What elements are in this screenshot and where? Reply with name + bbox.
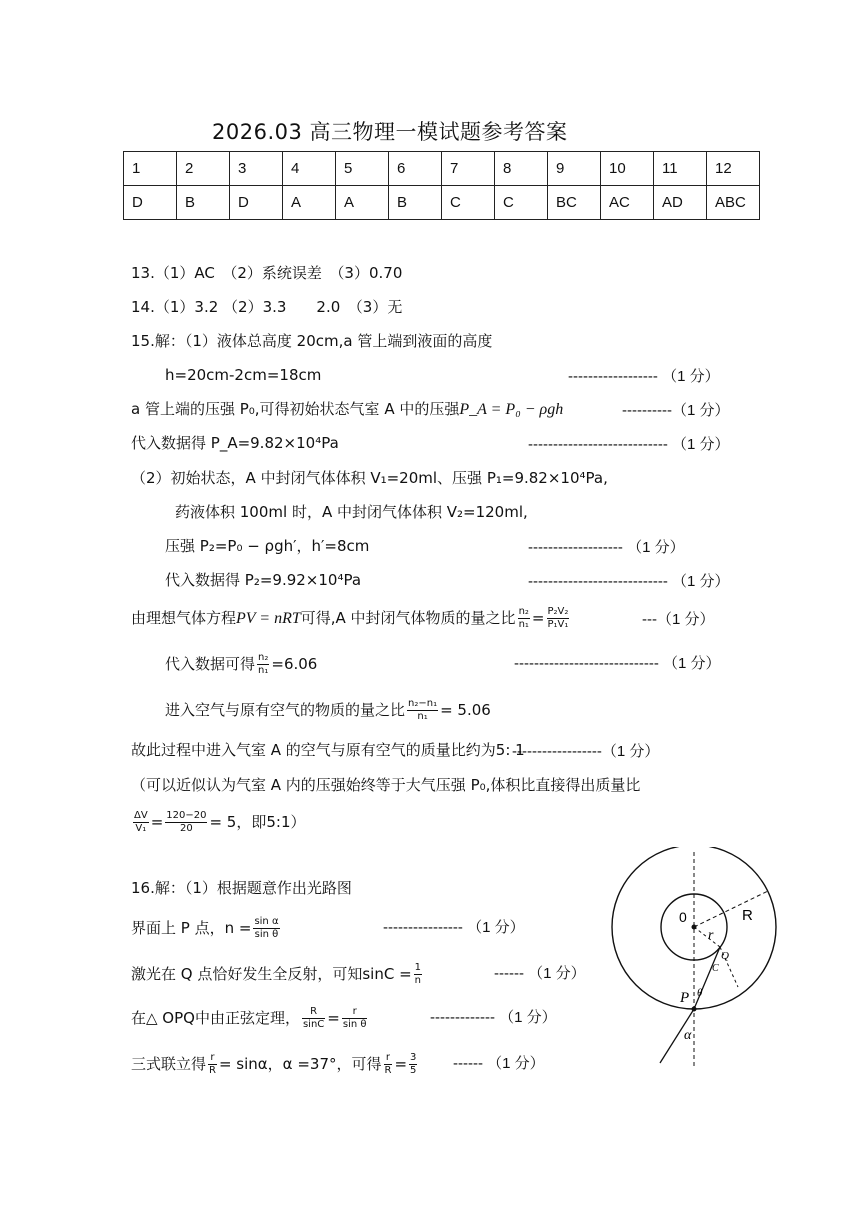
answer-number-cell: 11 bbox=[654, 152, 707, 186]
radius-r bbox=[694, 927, 720, 947]
center-point bbox=[692, 925, 697, 930]
frac-n2-n1-b: $\frac{\text{n₂}}{\text{n₁}}$ bbox=[258, 652, 269, 676]
answer-number-cell: 2 bbox=[177, 152, 230, 186]
q15-conclusion: 故此过程中进入气室 A 的空气与原有空气的质量比约为5: 1 bbox=[131, 741, 525, 759]
q15-score-7: ----------------------------- （1 分） bbox=[514, 655, 721, 672]
frac-3-5: $\frac{3}{5}$ bbox=[410, 1052, 417, 1076]
frac-added-air: $\frac{\text{n₂−n₁}}{\text{n₁}}$ bbox=[408, 698, 438, 722]
q15-ratio-value: 代入数据可得 $\frac{\text{n₂}}{\text{n₁}}$ =6.06 bbox=[165, 652, 318, 676]
q14-answer: 14.（1）3.2 （2）3.3 2.0 （3）无 bbox=[131, 298, 403, 316]
q16-score-2: ------ （1 分） bbox=[494, 965, 586, 982]
answer-number-cell: 8 bbox=[495, 152, 548, 186]
frac-1-n: $\frac{1}{n}$ bbox=[414, 962, 422, 986]
answer-number-cell: 5 bbox=[336, 152, 389, 186]
answer-choice-cell: B bbox=[177, 186, 230, 220]
answer-choice-cell: B bbox=[389, 186, 442, 220]
answer-table-number-row bbox=[124, 152, 760, 186]
label-alpha: α bbox=[684, 1028, 692, 1043]
q15-note-formula: $\frac{\Delta V}{\text{V₁}}$ = $\frac{120-20}{20}$ = 5，即5:1） bbox=[134, 810, 306, 834]
q15-score-8: ------------------（1 分） bbox=[512, 743, 660, 760]
q13-answer: 13.（1）AC （2）系统误差 （3）0.70 bbox=[131, 264, 403, 282]
answer-number-cell: 9 bbox=[548, 152, 601, 186]
q15-added-air-ratio: 进入空气与原有空气的物质的量之比 $\frac{\text{n₂−n₁}}{\text{n₁}}$ = 5.06 bbox=[165, 698, 491, 722]
answer-number-cell: 7 bbox=[442, 152, 495, 186]
q15-gas-equation-line: 由理想气体方程PV = nRT可得,A 中封闭气体物质的量之比 $\frac{\text{n₂}}{\text{n₁}}$ = $\frac{\text{P₂V₂}}{\text{P₁V₁}}$ bbox=[131, 606, 569, 630]
q15-score-2: ----------（1 分） bbox=[622, 402, 730, 419]
answer-choice-cell: BC bbox=[548, 186, 601, 220]
q16-score-3: ------------- （1 分） bbox=[430, 1009, 557, 1026]
q15-p2-value: 代入数据得 P₂=9.92×10⁴Pa bbox=[165, 571, 362, 589]
q15-score-4: ------------------- （1 分） bbox=[528, 539, 685, 556]
answer-number-cell: 1 bbox=[124, 152, 177, 186]
frac-r-R-b: $\frac{r}{R}$ bbox=[384, 1052, 392, 1076]
label-theta: θ bbox=[697, 987, 703, 999]
answer-choice-cell: A bbox=[283, 186, 336, 220]
answer-choice-cell: D bbox=[124, 186, 177, 220]
label-C: C bbox=[712, 963, 719, 974]
answer-choice-cell: A bbox=[336, 186, 389, 220]
q16-intro: 16.解：（1）根据题意作出光路图 bbox=[131, 879, 352, 897]
q16-refraction: 界面上 P 点，n = $\frac{\text{sin α}}{\text{sin θ}}$ bbox=[131, 916, 279, 940]
page-title: 2026.03 高三物理一模试题参考答案 bbox=[212, 120, 568, 144]
label-R: R bbox=[742, 907, 753, 924]
q15-pressure-line: a 管上端的压强 P₀,可得初始状态气室 A 中的压强P_A = P₀ − ρgh bbox=[131, 400, 564, 418]
frac-dv-v1: $\frac{\Delta V}{\text{V₁}}$ bbox=[134, 810, 148, 834]
q15-score-5: ---------------------------- （1 分） bbox=[528, 573, 730, 590]
frac-120-20: $\frac{120-20}{20}$ bbox=[166, 810, 207, 834]
answer-table-answer-row bbox=[124, 186, 760, 220]
q15-pa-formula: P_A = P₀ − ρgh bbox=[459, 401, 564, 418]
answer-table bbox=[123, 151, 760, 220]
frac-r-sint: $\frac{r}{\text{sin θ}}$ bbox=[342, 1006, 367, 1030]
frac-r-R: $\frac{r}{R}$ bbox=[209, 1052, 216, 1076]
answer-choice-cell: D bbox=[230, 186, 283, 220]
label-O: 0 bbox=[679, 909, 687, 925]
label-Q: Q bbox=[721, 950, 729, 962]
answer-number-cell: 6 bbox=[389, 152, 442, 186]
answer-number-cell: 10 bbox=[601, 152, 654, 186]
answer-choice-cell: ABC bbox=[707, 186, 760, 220]
q15-intro: 15.解：（1）液体总高度 20cm,a 管上端到液面的高度 bbox=[131, 332, 493, 350]
answer-choice-cell: C bbox=[442, 186, 495, 220]
q15-pa-value: 代入数据得 P_A=9.82×10⁴Pa bbox=[131, 434, 339, 452]
answer-number-cell: 3 bbox=[230, 152, 283, 186]
answer-choice-cell: C bbox=[495, 186, 548, 220]
q15-part2-initial: （2）初始状态，A 中封闭气体体积 V₁=20ml、压强 P₁=9.82×10⁴Pa, bbox=[131, 469, 608, 487]
optics-diagram bbox=[608, 847, 778, 1072]
q15-part2-volume: 药液体积 100ml 时，A 中封闭气体体积 V₂=120ml, bbox=[175, 503, 528, 521]
q15-score-6: ---（1 分） bbox=[642, 611, 715, 628]
q15-height: h=20cm-2cm=18cm bbox=[165, 366, 322, 384]
refracted-ray bbox=[694, 947, 720, 1009]
q16-sine-law: 在△ OPQ中由正弦定理， $\frac{R}{\sin C}$ = $\frac{r}{\text{sin θ}}$ bbox=[131, 1006, 367, 1030]
label-P: P bbox=[680, 990, 690, 1006]
answer-number-cell: 4 bbox=[283, 152, 336, 186]
q15-score-3: ---------------------------- （1 分） bbox=[528, 436, 730, 453]
answer-choice-cell: AC bbox=[601, 186, 654, 220]
label-r: r bbox=[708, 928, 714, 943]
frac-sina-sint: $\frac{\text{sin α}}{\text{sin θ}}$ bbox=[254, 916, 279, 940]
answer-choice-cell: AD bbox=[654, 186, 707, 220]
q16-combined: 三式联立得 $\frac{r}{R}$ = sinα，α =37°，可得 $\frac{r}{R}$ = $\frac{3}{5}$ bbox=[131, 1052, 417, 1076]
q15-p2-formula: 压强 P₂=P₀ − ρgh′，h′=8cm bbox=[165, 537, 370, 555]
q16-total-reflection: 激光在 Q 点恰好发生全反射，可知sinC = $\frac{1}{n}$ bbox=[131, 962, 422, 986]
frac-n2-n1: $\frac{\text{n₂}}{\text{n₁}}$ bbox=[518, 606, 529, 630]
frac-R-sinC: $\frac{R}{\sin C}$ bbox=[302, 1006, 325, 1030]
q15-score-1: ------------------ （1 分） bbox=[568, 368, 720, 385]
q15-note: （可以近似认为气室 A 内的压强始终等于大气压强 P₀,体积比直接得出质量比 bbox=[131, 776, 641, 794]
point-P bbox=[692, 1007, 697, 1012]
q16-score-1: ---------------- （1 分） bbox=[383, 919, 525, 936]
q16-score-4: ------ （1 分） bbox=[453, 1055, 545, 1072]
answer-number-cell: 12 bbox=[707, 152, 760, 186]
frac-pv-ratio: $\frac{\text{P₂V₂}}{\text{P₁V₁}}$ bbox=[547, 606, 569, 630]
